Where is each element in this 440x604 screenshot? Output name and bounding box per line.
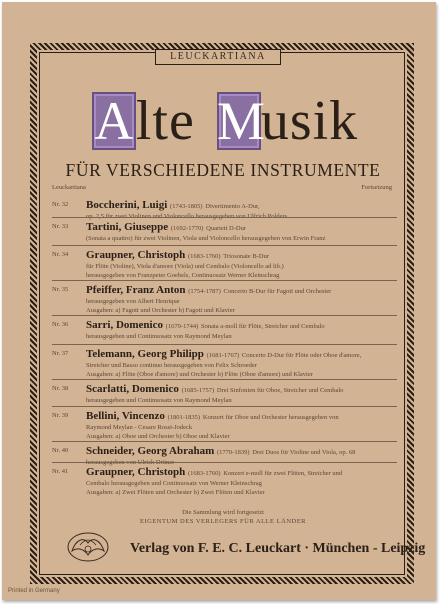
work-title: Sonata a-moll für Flöte, Streicher und Cembalo bbox=[200, 323, 325, 330]
catalog-entry bbox=[52, 445, 397, 468]
title-word-musik: usik bbox=[260, 90, 359, 152]
catalog-entry bbox=[52, 348, 397, 379]
entry-description: herausgegeben von Ulrich Drüner bbox=[86, 459, 175, 466]
composer-dates: (1692-1770) bbox=[170, 225, 204, 232]
composer-name: Schneider, Georg Abraham bbox=[86, 445, 215, 457]
composer-dates: (1754-1787) bbox=[188, 288, 221, 295]
entry-number: Nr. 38 bbox=[52, 385, 69, 392]
entry-number: Nr. 32 bbox=[52, 201, 69, 208]
entry-description: für Flöte (Violine), Viola d'amore (Viola) und Cembalo (Violoncello ad lib.) bbox=[86, 263, 284, 270]
work-title: Konzert für Oboe und Orchester herausgegeben von bbox=[202, 414, 339, 421]
composer-name: Sarri, Domenico bbox=[86, 319, 163, 331]
entry-description: Ausgaben: a) Fagott und Orchester b) Fagott und Klavier bbox=[86, 306, 235, 314]
entry-number: Nr. 37 bbox=[52, 350, 69, 357]
catalog-entry bbox=[52, 221, 397, 244]
entry-divider bbox=[52, 315, 397, 316]
composer-dates: (1801-1835) bbox=[167, 414, 201, 421]
composer-dates: (1681-1767) bbox=[206, 352, 240, 359]
work-title: Drei Duos für Violine und Viola, op. 68 bbox=[252, 449, 356, 456]
entry-description: (Sonata a quattro) für zwei Violinen, Viola und Violoncello herausgegeben von Erwin Franz bbox=[86, 235, 326, 242]
corner-label-left: Leuckartiana bbox=[52, 184, 86, 191]
composer-name: Graupner, Christoph bbox=[86, 466, 186, 478]
work-title: Concerto D-Dur für Flöte oder Oboe d'amore, bbox=[241, 352, 362, 359]
decorated-initial-a: A bbox=[92, 92, 136, 150]
entry-number: Nr. 34 bbox=[52, 251, 69, 258]
footnote-rights: EIGENTUM DES VERLEGERS FÜR ALLE LÄNDER bbox=[139, 518, 307, 525]
publisher-imprint: Verlag von F. E. C. Leuckart · München - Leipzig bbox=[130, 541, 426, 556]
entry-divider bbox=[52, 280, 397, 281]
composer-name: Pfeiffer, Franz Anton bbox=[86, 284, 186, 296]
entry-description: Ausgaben: a) Flöte (Oboe d'amore) und Orchester b) Flöte (Oboe d'amore) und Klavier bbox=[86, 370, 313, 378]
entry-divider bbox=[52, 245, 397, 246]
main-title bbox=[70, 90, 380, 152]
entry-number: Nr. 39 bbox=[52, 412, 69, 419]
work-title: Drei Sinfonien für Oboe, Streicher und Cembalo bbox=[216, 387, 344, 394]
title-word-alte: lte bbox=[135, 90, 195, 152]
composer-dates: (1679-1744) bbox=[165, 323, 199, 330]
catalog-entry bbox=[52, 383, 397, 406]
work-title: Quartett D-Dur bbox=[206, 225, 247, 232]
entry-divider bbox=[52, 217, 397, 218]
composer-name: Bellini, Vincenzo bbox=[86, 410, 165, 422]
entry-divider bbox=[52, 344, 397, 345]
composer-dates: (1683-1760) bbox=[187, 253, 221, 260]
entry-number: Nr. 41 bbox=[52, 468, 69, 475]
composer-name: Tartini, Giuseppe bbox=[86, 221, 169, 233]
work-title: Concerto B-Dur für Fagott und Orchester bbox=[223, 288, 332, 295]
composer-dates: (1743-1805) bbox=[170, 203, 203, 210]
entry-description: herausgegeben und Continuosatz von Raymond Meylan bbox=[86, 397, 232, 404]
entry-divider bbox=[52, 441, 397, 442]
entry-number: Nr. 33 bbox=[52, 223, 69, 230]
catalog-entry bbox=[52, 249, 397, 280]
entry-number: Nr. 35 bbox=[52, 286, 69, 293]
catalog-entry bbox=[52, 410, 397, 441]
printed-in-note: Printed in Germany bbox=[8, 588, 60, 594]
composer-dates: (1683-1760) bbox=[187, 470, 221, 477]
composer-name: Telemann, Georg Philipp bbox=[86, 348, 204, 360]
entry-description: op. 2,5 für zwei Violinen und Violoncello herausgegeben von Ulfrich Polders bbox=[86, 213, 288, 220]
entry-description: Ausgaben: a) Zwei Flöten und Orchester b) Zwei Flöten und Klavier bbox=[86, 488, 265, 496]
composer-dates: (1770-1839) bbox=[217, 449, 250, 456]
entry-description: herausgegeben und Continuosatz von Raymond Meylan bbox=[86, 333, 232, 340]
entry-description: Ausgaben: a) Oboe und Orchester b) Oboe und Klavier bbox=[86, 432, 230, 440]
catalog-entry bbox=[52, 319, 397, 342]
entry-divider bbox=[52, 406, 397, 407]
entry-divider bbox=[52, 379, 397, 380]
work-title: Konzert e-moll für zwei Flöten, Streicher und bbox=[223, 470, 343, 477]
work-title: Triosonate B-Dur bbox=[223, 253, 270, 260]
subtitle: FÜR VERSCHIEDENE INSTRUMENTE bbox=[65, 160, 381, 180]
corner-label-right: Fortsetzung bbox=[361, 184, 392, 191]
composer-name: Boccherini, Luigi bbox=[86, 199, 168, 211]
entry-description: Raymond Meylan - Cesare Rossi-Jodeck bbox=[86, 424, 193, 431]
composer-dates: (1685-1757) bbox=[181, 387, 215, 394]
entry-description: Streicher und Basso continuo herausgegeben von Felix Schroeder bbox=[86, 362, 257, 369]
catalog-entry bbox=[52, 284, 397, 315]
entry-number: Nr. 40 bbox=[52, 447, 69, 454]
entry-description: herausgegeben von Albert Henrique bbox=[86, 298, 180, 305]
footnote-continued: Die Sammlung wird fortgesetzt bbox=[182, 509, 264, 516]
entry-description: herausgegeben von Franzpeter Goebels, Continuosatz Werner Kleinschrag bbox=[86, 271, 280, 279]
catalog-entry bbox=[52, 466, 397, 497]
series-label: LEUCKARTIANA bbox=[155, 49, 281, 65]
entry-description: Cembalo herausgegeben und Continuosatz von Werner Kleinschrag bbox=[86, 480, 262, 487]
catalog-entry bbox=[52, 199, 397, 222]
decorated-initial-m: M bbox=[216, 91, 265, 151]
composer-name: Scarlatti, Domenico bbox=[86, 383, 179, 395]
entry-number: Nr. 36 bbox=[52, 321, 69, 328]
composer-name: Graupner, Christoph bbox=[86, 249, 186, 261]
work-title: Divertimento A-Dur, bbox=[205, 203, 260, 210]
entry-divider bbox=[52, 462, 397, 463]
